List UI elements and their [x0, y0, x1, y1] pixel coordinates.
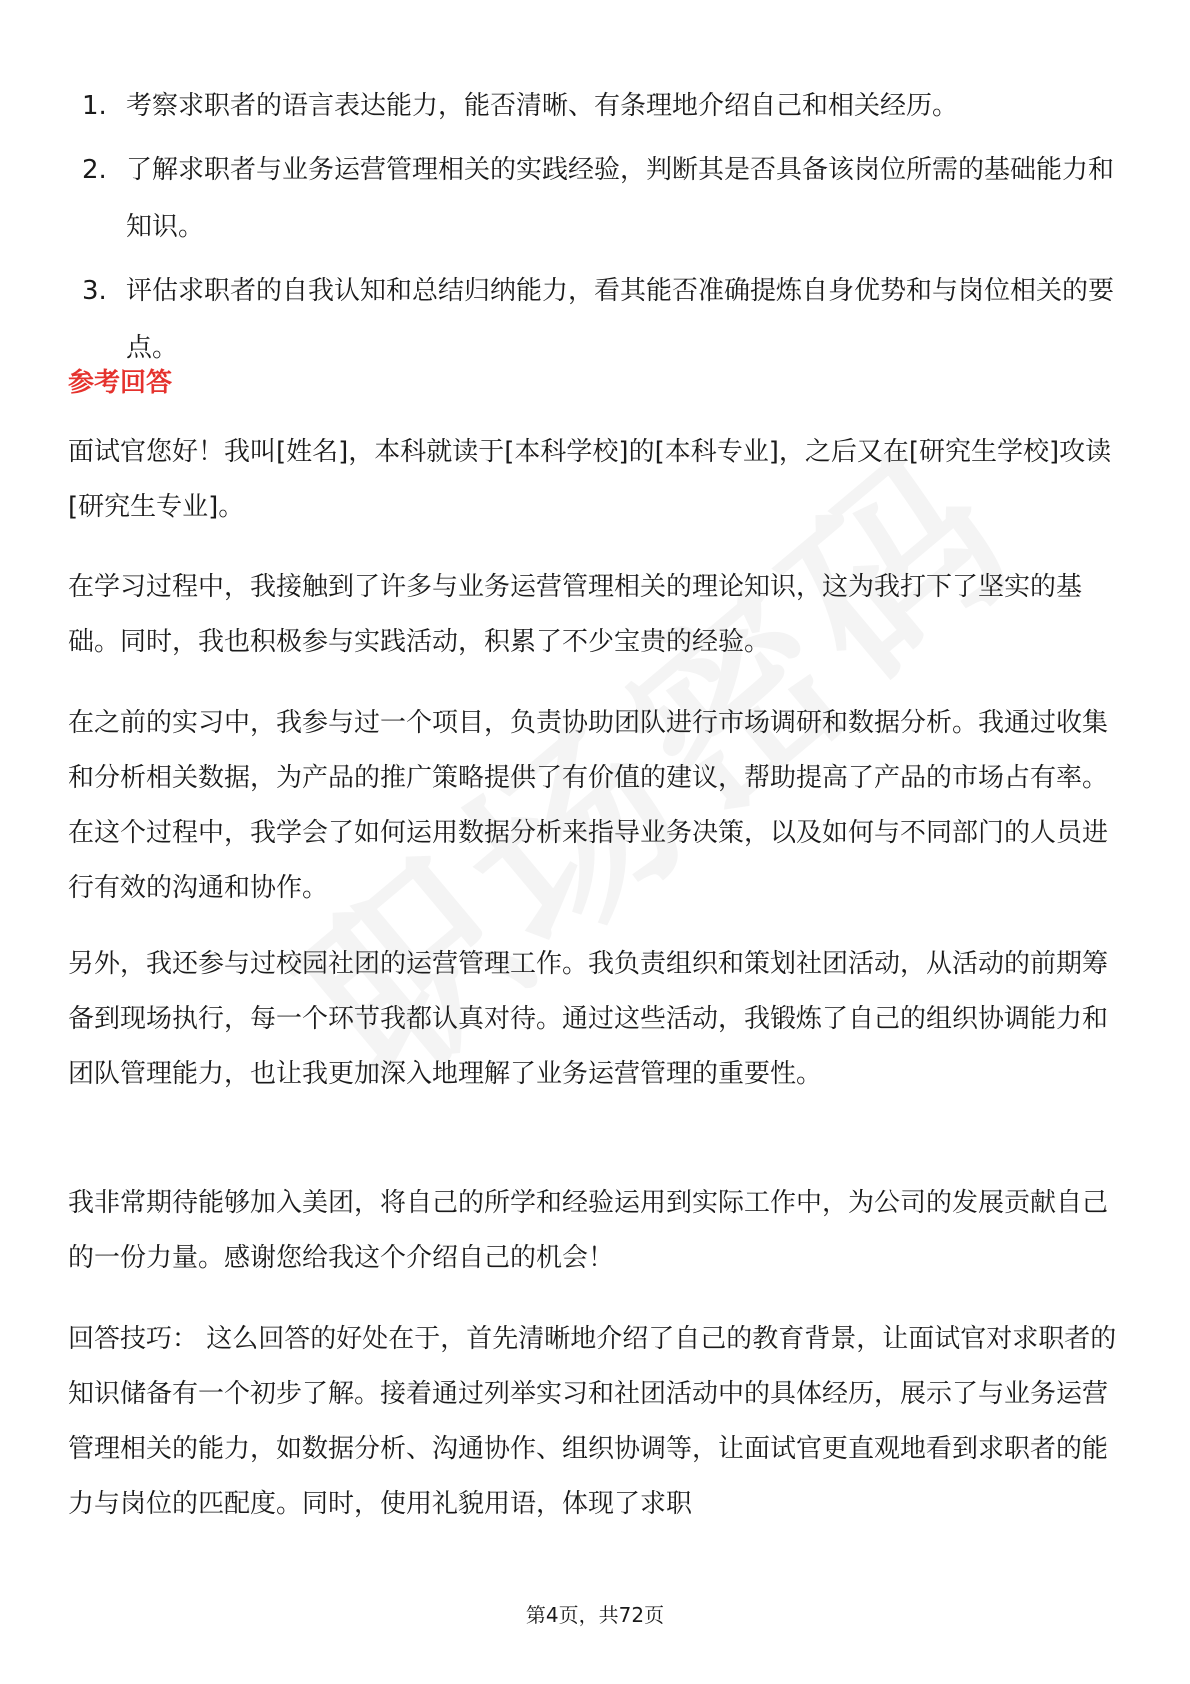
answer-heading: 参考回答: [68, 368, 173, 398]
list-number: 3.: [82, 276, 107, 306]
page-number-footer: 第4页，共72页: [525, 1603, 665, 1627]
list-text: 了解求职者与业务运营管理相关的实践经验，判断其是否具备该岗位所需的基础能力和知识。: [126, 155, 1115, 242]
answer-paragraph: 在之前的实习中，我参与过一个项目，负责协助团队进行市场调研和数据分析。我通过收集和分析相关数据，为产品的推广策略提供了有价值的建议，帮助提高了产品的市场占有率。在这个过程中，我学会了如何运用数据分析来指导业务决策，以及如何与不同部门的人员进行有效的沟通和协作。: [68, 708, 1109, 903]
answer-tips-paragraph: 回答技巧： 这么回答的好处在于，首先清晰地介绍了自己的教育背景，让面试官对求职者的知识储备有一个初步了解。接着通过列举实习和社团活动中的具体经历，展示了与业务运营管理相关的能力，如数据分析、沟通协作、组织协调等，让面试官更直观地看到求职者的能力与岗位的匹配度。同时，使用礼貌用语，体现了求职: [68, 1324, 1117, 1519]
list-text: 评估求职者的自我认知和总结归纳能力，看其能否准确提炼自身优势和与岗位相关的要点。: [126, 276, 1115, 363]
list-item: [82, 78, 1122, 135]
criteria-list: [82, 78, 1122, 384]
answer-paragraph: 我非常期待能够加入美团，将自己的所学和经验运用到实际工作中，为公司的发展贡献自己的一份力量。感谢您给我这个介绍自己的机会！: [68, 1188, 1109, 1273]
list-item: [82, 142, 1122, 256]
list-number: 1.: [82, 91, 107, 121]
answer-paragraph: 面试官您好！我叫[姓名]，本科就读于[本科学校]的[本科专业]，之后又在[研究生学校]攻读[研究生专业]。: [68, 437, 1112, 522]
list-text: 考察求职者的语言表达能力，能否清晰、有条理地介绍自己和相关经历。: [126, 91, 959, 121]
answer-paragraph: 另外，我还参与过校园社团的运营管理工作。我负责组织和策划社团活动，从活动的前期筹备到现场执行，每一个环节我都认真对待。通过这些活动，我锻炼了自己的组织协调能力和团队管理能力，也让我更加深入地理解了业务运营管理的重要性。: [68, 949, 1109, 1089]
list-number: 2.: [82, 155, 107, 185]
list-item: [82, 263, 1122, 377]
answer-paragraph: 在学习过程中，我接触到了许多与业务运营管理相关的理论知识，这为我打下了坚实的基础。同时，我也积极参与实践活动，积累了不少宝贵的经验。: [68, 572, 1083, 657]
